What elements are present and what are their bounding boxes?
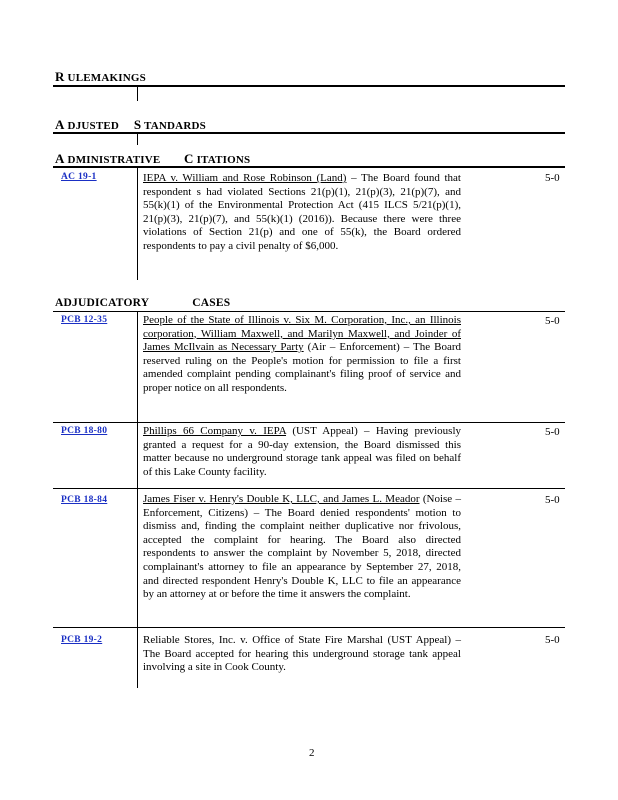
page-number: 2 [309,747,315,759]
column-divider [137,168,138,280]
row-divider [53,488,565,489]
section-title-adjusted-standards: A DJUSTED S TANDARDS [55,117,206,132]
case-title: Phillips 66 Company v. IEPA [143,425,287,437]
case-link-pcb-19-2[interactable]: PCB 19-2 [61,635,103,645]
section-divider [53,85,565,87]
vote-count: 5-0 [545,315,560,327]
column-divider [137,87,138,101]
case-text: (Air – Enforcement) – The Board reserved ruling on the People's motion for permission to file a first amended complaint pending complainant's filing proof of service and proper notice on all respondents. [143,341,461,394]
section-title-adjudicatory-cases: ADJUDICATORY CASES [55,297,231,309]
vote-count: 5-0 [545,494,560,506]
case-title: James Fiser v. Henry's Double K, LLC, and James L. Meador [143,493,420,505]
case-description [143,172,461,254]
row-divider [53,422,565,423]
vote-count: 5-0 [545,634,560,646]
case-text: – The Board found that respondent s had violated Sections 21(p)(1), 21(p)(3), 21(p)(7), and 55(k)(1) of the Environmental Protection Act (415 ILCS 5/21(p)(1), 21(p)(3), 21(p)(7), and 55(k)(1) (2016)). Because there were three violations of Section 21(p) and one of 55(k), the Board ordered respondents to pay a civil penalty of $6,000. [143,172,461,252]
case-description [143,314,461,396]
section-divider [53,166,565,168]
case-title: People of the State of Illinois v. Six M. Corporation, Inc., an Illinois corporation, William Maxwell, and Marilyn Maxwell, and Joinder of James McIlvain as Necessary Party [143,314,461,354]
section-divider [53,311,565,312]
section-divider [53,132,565,134]
case-link-pcb-12-35[interactable]: PCB 12-35 [61,315,108,325]
column-divider [137,312,138,688]
case-link-ac-19-1[interactable]: AC 19-1 [61,172,97,182]
case-description [143,634,461,675]
case-description [143,425,461,479]
column-divider [137,134,138,145]
case-link-pcb-18-84[interactable]: PCB 18-84 [61,495,108,505]
section-title-administrative-citations: A DMINISTRATIVE C ITATIONS [55,151,251,166]
case-description [143,493,461,602]
case-text: (UST Appeal) – Having previously granted a request for a 90-day extension, the Board dismissed this matter because no underground storage tank appeal was filed on behalf of this Lake County facility. [143,425,461,478]
case-text: Reliable Stores, Inc. v. Office of State Fire Marshal (UST Appeal) – The Board accepted for hearing this underground storage tank appeal involving a site in Cook County. [143,634,461,674]
vote-count: 5-0 [545,426,560,438]
case-link-pcb-18-80[interactable]: PCB 18-80 [61,426,108,436]
vote-count: 5-0 [545,172,560,184]
case-text: (Noise – Enforcement, Citizens) – The Board denied respondents' motion to dismiss and, finding the complaint neither duplicative nor frivolous, accepted the complaint for hearing. The Board also directed respondents to answer the complaint by November 5, 2018, directed complainant's attorney to file an appearance by September 27, 2018, and directed respondent Henry's Double K, LLC to file an appearance by an attorney at or before the time it answers the complaint. [143,493,462,601]
case-title: IEPA v. William and Rose Robinson (Land) [143,172,347,184]
row-divider [53,627,565,628]
section-title-rulemakings: R ULEMAKINGS [55,69,146,84]
